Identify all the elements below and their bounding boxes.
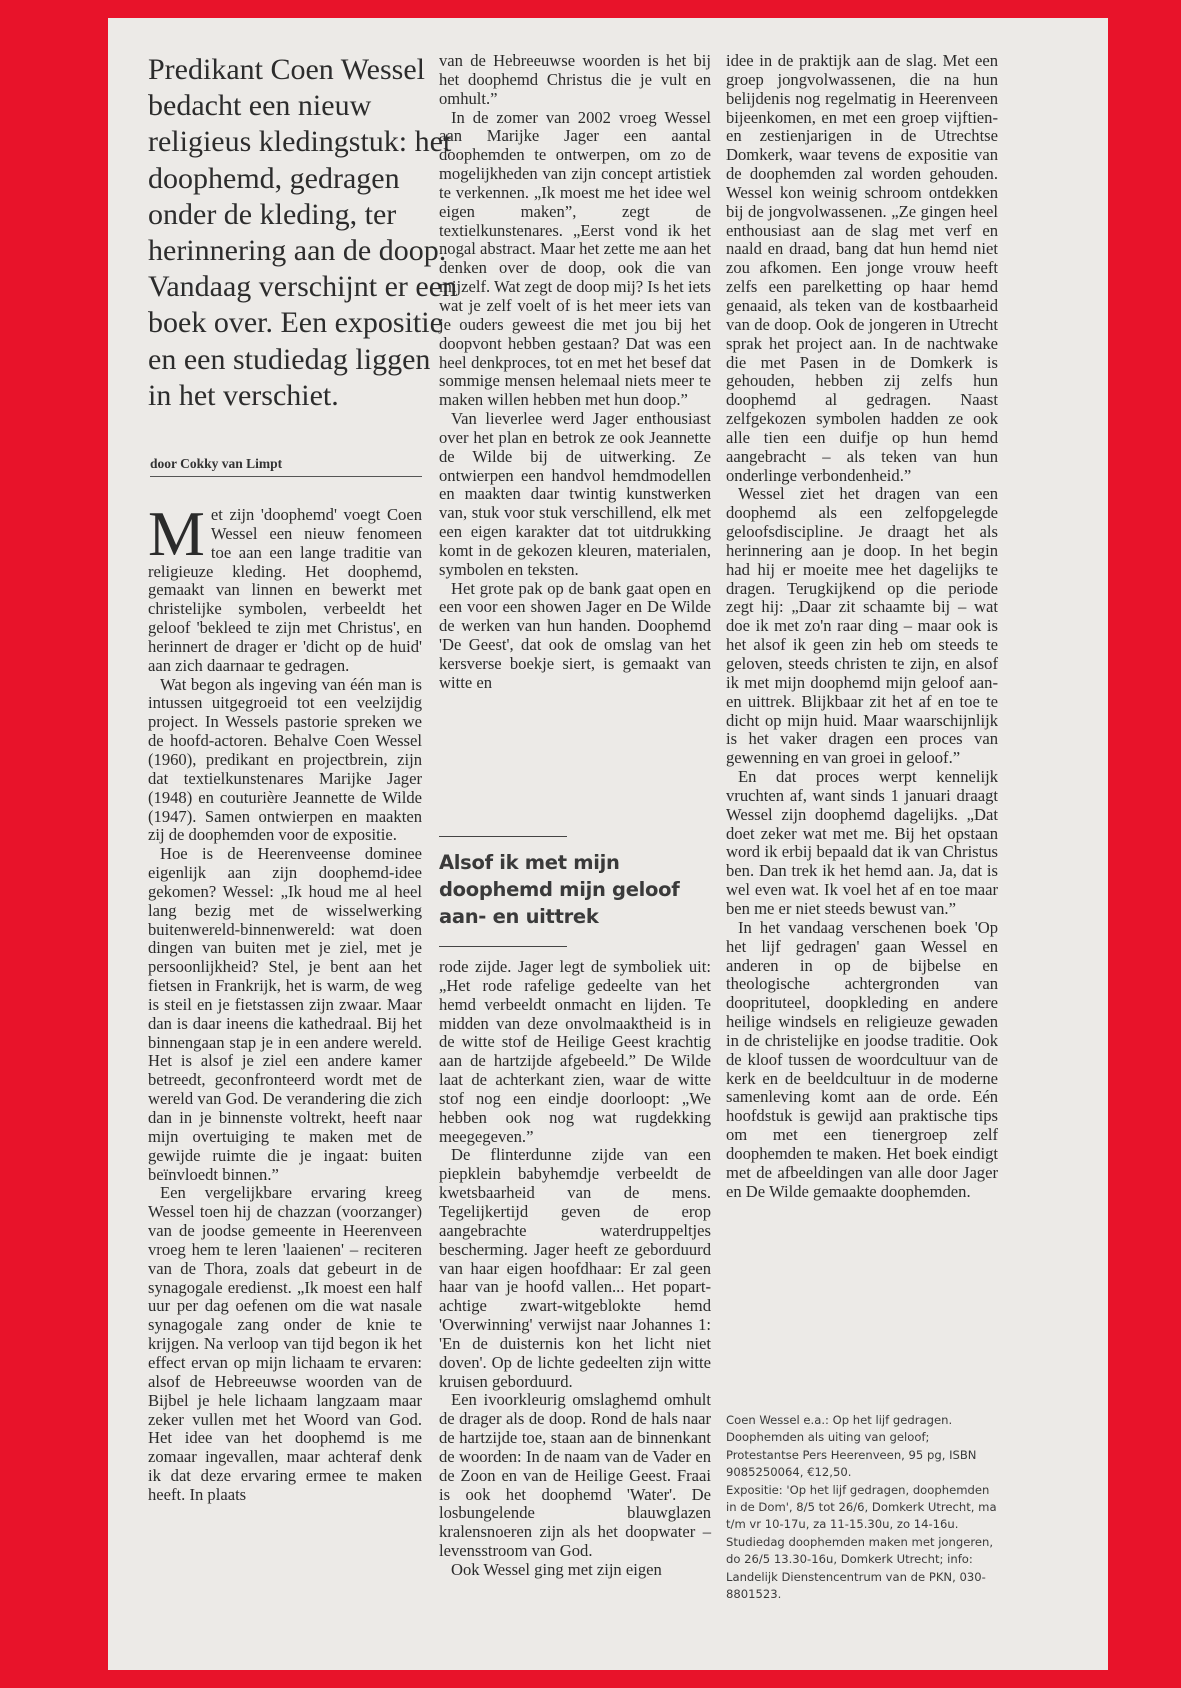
info-exhibition: Expositie: 'Op het lijf gedragen, doophemden in de Dom', 8/5 tot 26/6, Domkerk Utrecht, ma t/m vr 10-17u, za 11-15.30u, zo 14-16u. [726,1482,997,1532]
paragraph: Ook Wessel ging met zijn eigen [451,1560,662,1579]
paragraph: Hoe is de Heerenveense dominee eigenlijk aan zijn doophemd-idee gekomen? Wessel: „Ik houd me al heel lang bezig met de wisselwerking buitenwereld-binnenwereld: wat doen dingen van buiten met je ziel, met je persoonlijkheid? Stel, je bent aan het fietsen in Frankrijk, het is warm, de weg is steil en je fietstassen zijn zwaar. Maar dan is daar ineens die kathedraal. Bij het binnengaan stap je in een andere wereld. Het is alsof je ziel een andere kamer betreedt, geconfronteerd wordt met de wereld van God. De verandering die zich dan in je binnenste voltrekt, heeft naar mijn overtuiging te maken met de gewijde ruimte die je ingaat: buiten beïnvloedt binnen.” [148,844,422,1184]
divider [439,946,567,947]
paragraph: Van lieverlee werd Jager enthousiast over het plan en betrok ze ook Jeannette de Wilde bij de uitwerking. Ze ontwierpen een handvol hemdmodellen en maakten daar twintig kunstwerken van, stuk voor stuk verschillend, elk met een eigen karakter dat tot uitdrukking komt in de gekozen kleuren, materialen, symbolen en teksten. [439,409,711,579]
paragraph: En dat proces werpt kennelijk vruchten af, want sinds 1 januari draagt Wessel zijn doophemd dagelijks. „Dat doet zeker wat met me. Bij het opstaan word ik erbij bepaald dat ik van Christus ben. Dan trek ik het hemd aan. Ja, dat is wel even wat. Ik voel het af en toe maar ben me er niet steeds bewust van.” [726,767,998,918]
info-studyday: Studiedag doophemden maken met jongeren, do 26/5 13.30-16u, Domkerk Utrecht; info: Landelijk Dienstencentrum van de PKN, 030-8801523. [726,1534,994,1602]
byline: door Cokky van Limpt [150,456,422,477]
divider [439,836,567,837]
headline: Predikant Coen Wessel bedacht een nieuw religieus kledingstuk: het doophemd, gedragen onder de kleding, ter herinnering aan de doop. Vandaag verschijnt er een boek over. Een expositie en een studiedag liggen in het verschiet. [148,53,458,412]
paragraph: Een ivoorkleurig omslaghemd omhult de drager als de doop. Rond de hals naar de hartzijde toe, staan aan de binnenkant de woorden: In de naam van de Vader en de Zoon en van de Heilige Geest. Fraai is ook het doophemd 'Water'. De losbungelende blauwglazen kralensnoeren zijn als het doopwater – levensstroom van God. [439,1390,711,1561]
column-2-bottom [439,958,711,1580]
info-book: Coen Wessel e.a.: Op het lijf gedragen. Doophemden als uiting van geloof; Protestantse Pers Heerenveen, 95 pg, ISBN 9085250064, €12,50. [726,1413,977,1480]
pull-quote: Alsof ik met mijn doophemd mijn geloof aan- en uittrek [439,851,680,928]
paragraph: Wat begon als ingeving van één man is intussen uitgegroeid tot een veelzijdig project. In Wessels pastorie spreken we de hoofd-actoren. Behalve Coen Wessel (1960), predikant en projectbrein, zijn dat textielkunstenares Marijke Jager (1948) en couturière Jeannette de Wilde (1947). Samen ontwierpen en maakten zij de doophemden voor de expositie. [148,674,422,845]
paragraph: De flinterdunne zijde van een piepklein babyhemdje verbeeldt de kwetsbaarheid van de mens. Tegelijkertijd geven de erop aangebrachte waterdruppeltjes bescherming. Jager heeft ze geborduurd van haar eigen hoofdhaar: Er zal geen haar van je hoofd vallen... Het popart-achtige zwart-witgeblokte hemd 'Overwinning' verwijst naar Johannes 1: 'En de duisternis kon het licht niet doven'. Op de lichte gedeelten zijn witte kruisen geborduurd. [439,1145,711,1391]
headline-block [148,52,458,414]
column-2-top [439,52,711,693]
pull-quote-block [439,836,711,947]
drop-cap: M [148,498,205,569]
paragraph: Het grote pak op de bank gaat open en een voor een showen Jager en De Wilde de werken van hun handen. Doophemd 'De Geest', dat ook de omslag van het kersverse boekje siert, is gemaakt van witte en [439,578,711,692]
paragraph-text: et zijn 'doophemd' voegt Coen Wessel een nieuw fenomeen toe aan een lange traditie van religieuze kleding. Het doophemd, gemaakt van linnen en bewerkt met christelijke symbolen, verbeeldt het geloof 'bekleed te zijn met Christus', en herinnert de drager er 'dicht op de huid' aan zich daarnaar te gedragen. [148,505,422,675]
paragraph: Een vergelijkbare ervaring kreeg Wessel toen hij de chazzan (voorzanger) van de joodse gemeente in Heerenveen vroeg hem te leren 'laaienen' – reciteren van de Thora, zoals dat gebeurt in de synagogale eredienst. „Ik moest een half uur per dag oefenen om die wat nasale synagogale zang onder de knie te krijgen. Na verloop van tijd begon ik het effect ervan op mijn lichaam te ervaren: alsof de Hebreeuwse woorden van de Bijbel je hele lichaam langzaam maar zeker vullen met het Woord van God. Het idee van het doophemd is me zomaar ingevallen, maar achteraf denk ik dat deze ervaring ermee te maken heeft. In plaats [148,1183,422,1504]
byline-block [150,456,422,477]
paragraph [148,498,422,676]
paragraph: idee in de praktijk aan de slag. Met een groep jongvolwassenen, die na hun belijdenis nog regelmatig in Heerenveen bijeenkomen, en met een groep vijftien- en zestienjarigen in de Utrechtse Domkerk, waar tevens de expositie van de doophemden zal worden gehouden. Wessel kon weinig schroom ontdekken bij de jongvolwassenen. „Ze gingen heel enthousiast aan de slag met verf en naald en draad, bang dat hun hemd niet zou afkomen. Een jonge vrouw heeft zelfs een parelketting op haar hemd genaaid, als teken van de kostbaarheid van de doop. Ook de jongeren in Utrecht sprak het project aan. In de nachtwake die met Pasen in de Domkerk is gehouden, hebben zij zelfs hun doophemd al gedragen. Naast zelfgekozen symbolen hadden ze ook alle tien een duifje op hun hemd aangebracht – als teken van hun onderlinge verbondenheid.” [726,51,998,485]
paragraph: In de zomer van 2002 vroeg Wessel aan Marijke Jager een aantal doophemden te ontwerpen, om zo de mogelijkheden van zijn concept artistiek te verkennen. „Ik moest me het idee wel eigen maken”, zegt de textielkunstenares. „Eerst vond ik het nogal abstract. Maar het zette me aan het denken over de doop, ook die van mijzelf. Wat zegt de doop mij? Is het iets wat je zelf voelt of is het meer iets van je ouders geweest die met jou bij het doopvont hebben gestaan? Dat was een heel denkproces, tot en met het besef dat sommige mensen helemaal niets meer te maken willen hebben met hun doop.” [439,107,711,410]
column-3 [726,52,998,1201]
column-1 [148,498,422,1505]
book-info [726,1412,998,1603]
paragraph: rode zijde. Jager legt de symboliek uit: „Het rode rafelige gedeelte van het hemd verbeeldt onmacht en lijden. Te midden van deze onvolmaaktheid is in de witte stof de Heilige Geest krachtig aan de hartzijde afgebeeld.” De Wilde laat de achterkant zien, waar de witte stof nog een eindje doorloopt: „We hebben ook nog wat rugdekking meegegeven.” [439,957,711,1146]
paragraph: In het vandaag verschenen boek 'Op het lijf gedragen' gaan Wessel en anderen in op de bijbelse en theologische achtergronden van dooprituteel, doopkleding en andere heilige windsels en religieuze gewaden in de christelijke en joodse traditie. Ook de kloof tussen de woordcultuur van de kerk en de beeldcultuur in de moderne samenleving komt aan de orde. Eén hoofdstuk is gewijd aan praktische tips om met een tienergroep zelf doophemden te maken. Het boek eindigt met de afbeeldingen van alle door Jager en De Wilde gemaakte doophemden. [726,917,998,1201]
paragraph: van de Hebreeuwse woorden is het bij het doophemd Christus die je vult en omhult.” [439,51,711,108]
newspaper-clipping [108,18,1108,1670]
paragraph: Wessel ziet het dragen van een doophemd als een zelfopgelegde geloofsdiscipline. Je draagt het als herinnering aan je doop. In het begin had hij er moeite mee het dagelijks te dragen. Terugkijkend op die periode zegt hij: „Daar zit schaamte bij – wat doe ik met zo'n raar ding – maar ook is het alsof ik geen zin heb om steeds te geloven, steeds christen te zijn, en alsof ik met mijn doophemd mijn geloof aan- en uittrek. Blijkbaar zit het af en toe te dicht op mijn huid. Maar waarschijnlijk is het vaker dragen een proces van gewenning en van groei in geloof.” [726,484,998,768]
